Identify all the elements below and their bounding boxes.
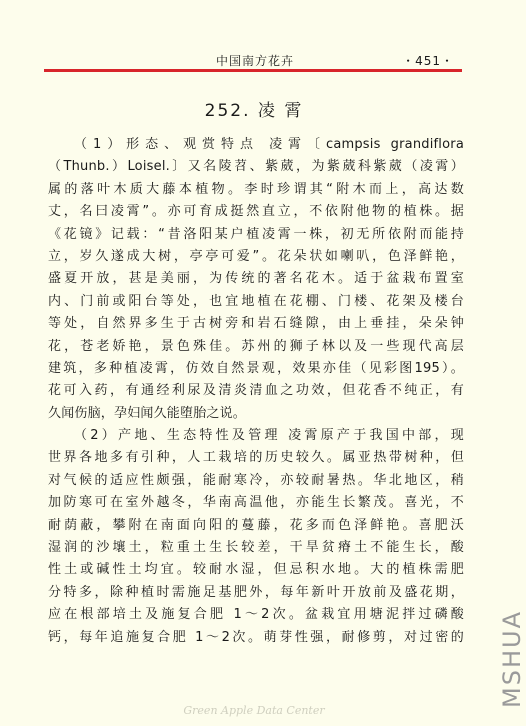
text-line: 钙，每年追施复合肥 1～2次。萌芽性强，耐修剪，对过密的 [48,629,464,645]
text-line: 盛夏开放，甚是美丽，为传统的著名花木。适于盆栽布置室 [48,271,464,287]
text-line: 分特多，除种植时需施足基肥外，每年新叶开放前及盛花期， [48,584,464,600]
text-line: 性土或碱性土均宜。较耐水湿，但忌积水地。大的植株需肥 [48,562,464,578]
body-text [48,134,464,649]
text-line: 对气候的适应性颇强，能耐寒冷，亦较耐暑热。华北地区，稍 [48,472,464,488]
bottom-watermark: Green Apple Data Center [183,704,325,717]
text-line: 立，岁久遂成大树，亭亭可爱”。花朵状如喇叭，色泽鲜艳， [48,248,464,264]
text-line: 世界各地多有引种，人工栽培的历史较久。属亚热带树种，但 [48,450,464,466]
text-line: 加防寒可在室外越冬，华南高温他，亦能生长繁茂。喜光，不 [48,495,464,511]
text-line: 应在根部培土及施复合肥 1～2次。盆栽宜用塘泥拌过磷酸 [48,607,464,623]
section-title: 252. 凌 霄 [204,101,304,121]
text-line: 内、门前或阳台等处，也宜地植在花棚、门楼、花架及楼台 [48,293,464,309]
running-header [48,52,456,70]
text-line: 属的落叶木质大藤本植物。李时珍谓其“附木而上，高达数 [48,181,464,197]
text-line: 《花镜》记载：“昔洛阳某户植凌霄一株，初无所依附而能持 [48,226,464,242]
text-line: 花可入药，有通经利尿及清炎清血之功效，但花香不纯正，有 [48,383,464,399]
text-line: 丈，名曰凌霄”。亦可育成挺然直立，不依附他物的植株。据 [48,204,464,220]
header-rule [44,69,462,72]
text-line: （2）产地、生态特性及管理 凌霄原产于我国中部，现 [74,428,464,444]
side-watermark: MSHUA [498,610,526,708]
text-line: 建筑，多种植凌霄，仿效自然景观，效果亦佳（见彩图195）。 [48,360,464,376]
text-line: （Thunb.）Loisel.〕又名陵苕、紫葳，为紫葳科紫葳（凌霄） [48,159,464,175]
text-line: 耐荫蔽，攀附在南面向阳的蔓藤，花多而色泽鲜艳。喜肥沃 [48,517,464,533]
text-line: 湿润的沙壤土，粒重土生长较差，干旱贫瘠土不能生长，酸 [48,540,464,556]
page-number: ・451・ [402,54,454,68]
text-line: 久闻伤脑，孕妇闻久能堕胎之说。 [48,405,247,421]
running-title: 中国南方花卉 [216,54,295,68]
text-line: 花，苍老娇艳，景色殊佳。苏州的狮子林以及一些现代高层 [48,338,464,354]
text-line: （1）形态、观赏特点 凌霄〔campsis grandiflora [74,137,464,152]
text-line: 等处，自然界多生于古树旁和岩石缝隙，由上垂挂，朵朵钟 [48,316,464,332]
